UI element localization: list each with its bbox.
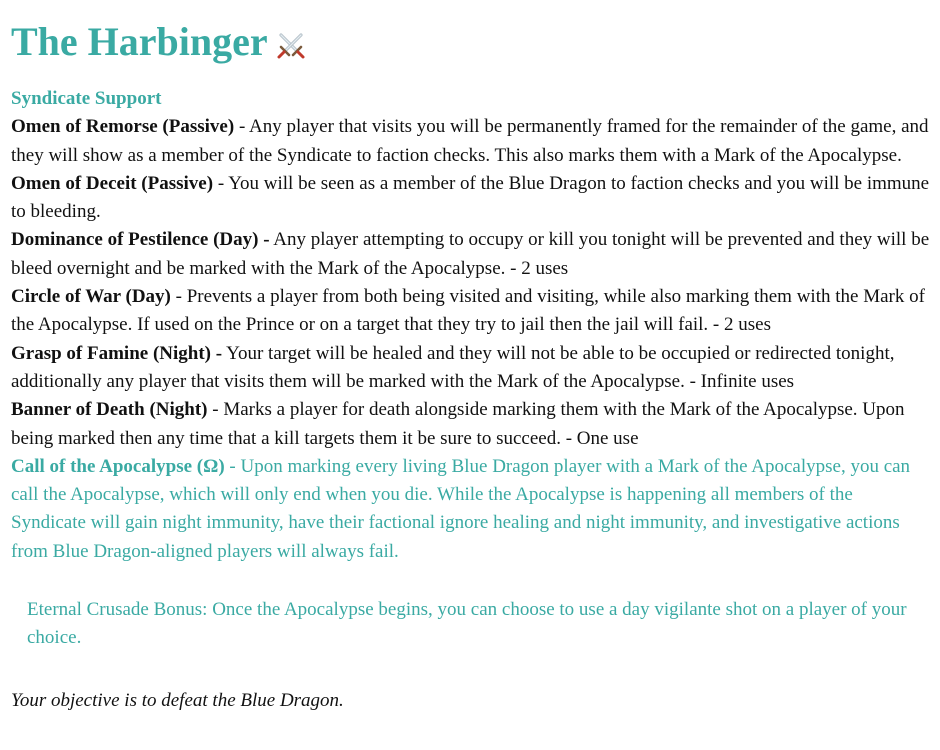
ability-circle-of-war [11, 283, 932, 340]
ability-name: Banner of Death (Night) [11, 399, 208, 421]
role-description [11, 85, 932, 566]
crossed-swords-icon [276, 31, 306, 61]
ability-separator: - [207, 399, 224, 421]
ability-separator: - [224, 455, 241, 477]
faction-subheading: Syndicate Support [11, 88, 162, 109]
ultimate-description: Upon marking every living Blue Dragon player with a Mark of the Apocalypse, you can call the Apocalypse, which will only end when you die. While the Apocalypse is happening all members of the Syndicate will gain night immunity, have their factional ignore healing and night immunity, and investigative actions from Blue Dragon-aligned players will always fail. [11, 455, 911, 562]
eternal-crusade-bonus: Eternal Crusade Bonus: Once the Apocalypse begins, you can choose to use a day vigilante shot on a player of your choice. [27, 599, 907, 649]
ability-description: Prevents a player from both being visited and visiting, while also marking them with the Mark of the Apocalypse. If used on the Prince or on a target that they try to jail then the jail will fail. - 2 uses [11, 286, 925, 336]
ability-name: Omen of Deceit (Passive) [11, 172, 214, 194]
ability-description: Any player attempting to occupy or kill you tonight will be prevented and they will be bleed overnight and be marked with the Mark of the Apocalypse. - 2 uses [11, 229, 930, 279]
ability-separator: - [213, 172, 229, 194]
objective-text: Your objective is to defeat the Blue Dragon. [11, 689, 344, 711]
ability-description: Any player that visits you will be permanently framed for the remainder of the game, and they will show as a member of the Syndicate to faction checks. This also marks them with a Mark of the Apocalypse. [11, 116, 929, 166]
ability-dominance-of-pestilence [11, 226, 932, 283]
ability-description: You will be seen as a member of the Blue Dragon to faction checks and you will be immune to bleeding. [11, 172, 930, 223]
ability-banner-of-death [11, 396, 932, 453]
ability-separator: - [234, 116, 249, 138]
ability-name: Dominance of Pestilence (Day) - [11, 229, 270, 251]
ability-omen-of-remorse [11, 113, 932, 170]
ability-name: Omen of Remorse (Passive) [11, 116, 235, 138]
title-row [11, 12, 932, 72]
ability-description: Marks a player for death alongside marking them with the Mark of the Apocalypse. Upon being marked then any time that a kill targets them it be sure to succeed. - One use [11, 399, 905, 449]
ability-omen-of-deceit [11, 170, 932, 227]
ability-grasp-of-famine [11, 340, 932, 397]
ability-separator: - [170, 286, 187, 308]
ability-name: Circle of War (Day) [11, 286, 171, 308]
ability-call-of-the-apocalypse [11, 453, 932, 566]
page-title: The Harbinger [11, 19, 268, 64]
ability-description: Your target will be healed and they will not be able to be occupied or redirected tonight, additionally any player that visits them will be marked with the Mark of the Apocalypse. - Infinite uses [11, 342, 895, 392]
ability-name: Grasp of Famine (Night) - [11, 342, 223, 364]
ultimate-name: Call of the Apocalypse (Ω) [11, 455, 225, 477]
